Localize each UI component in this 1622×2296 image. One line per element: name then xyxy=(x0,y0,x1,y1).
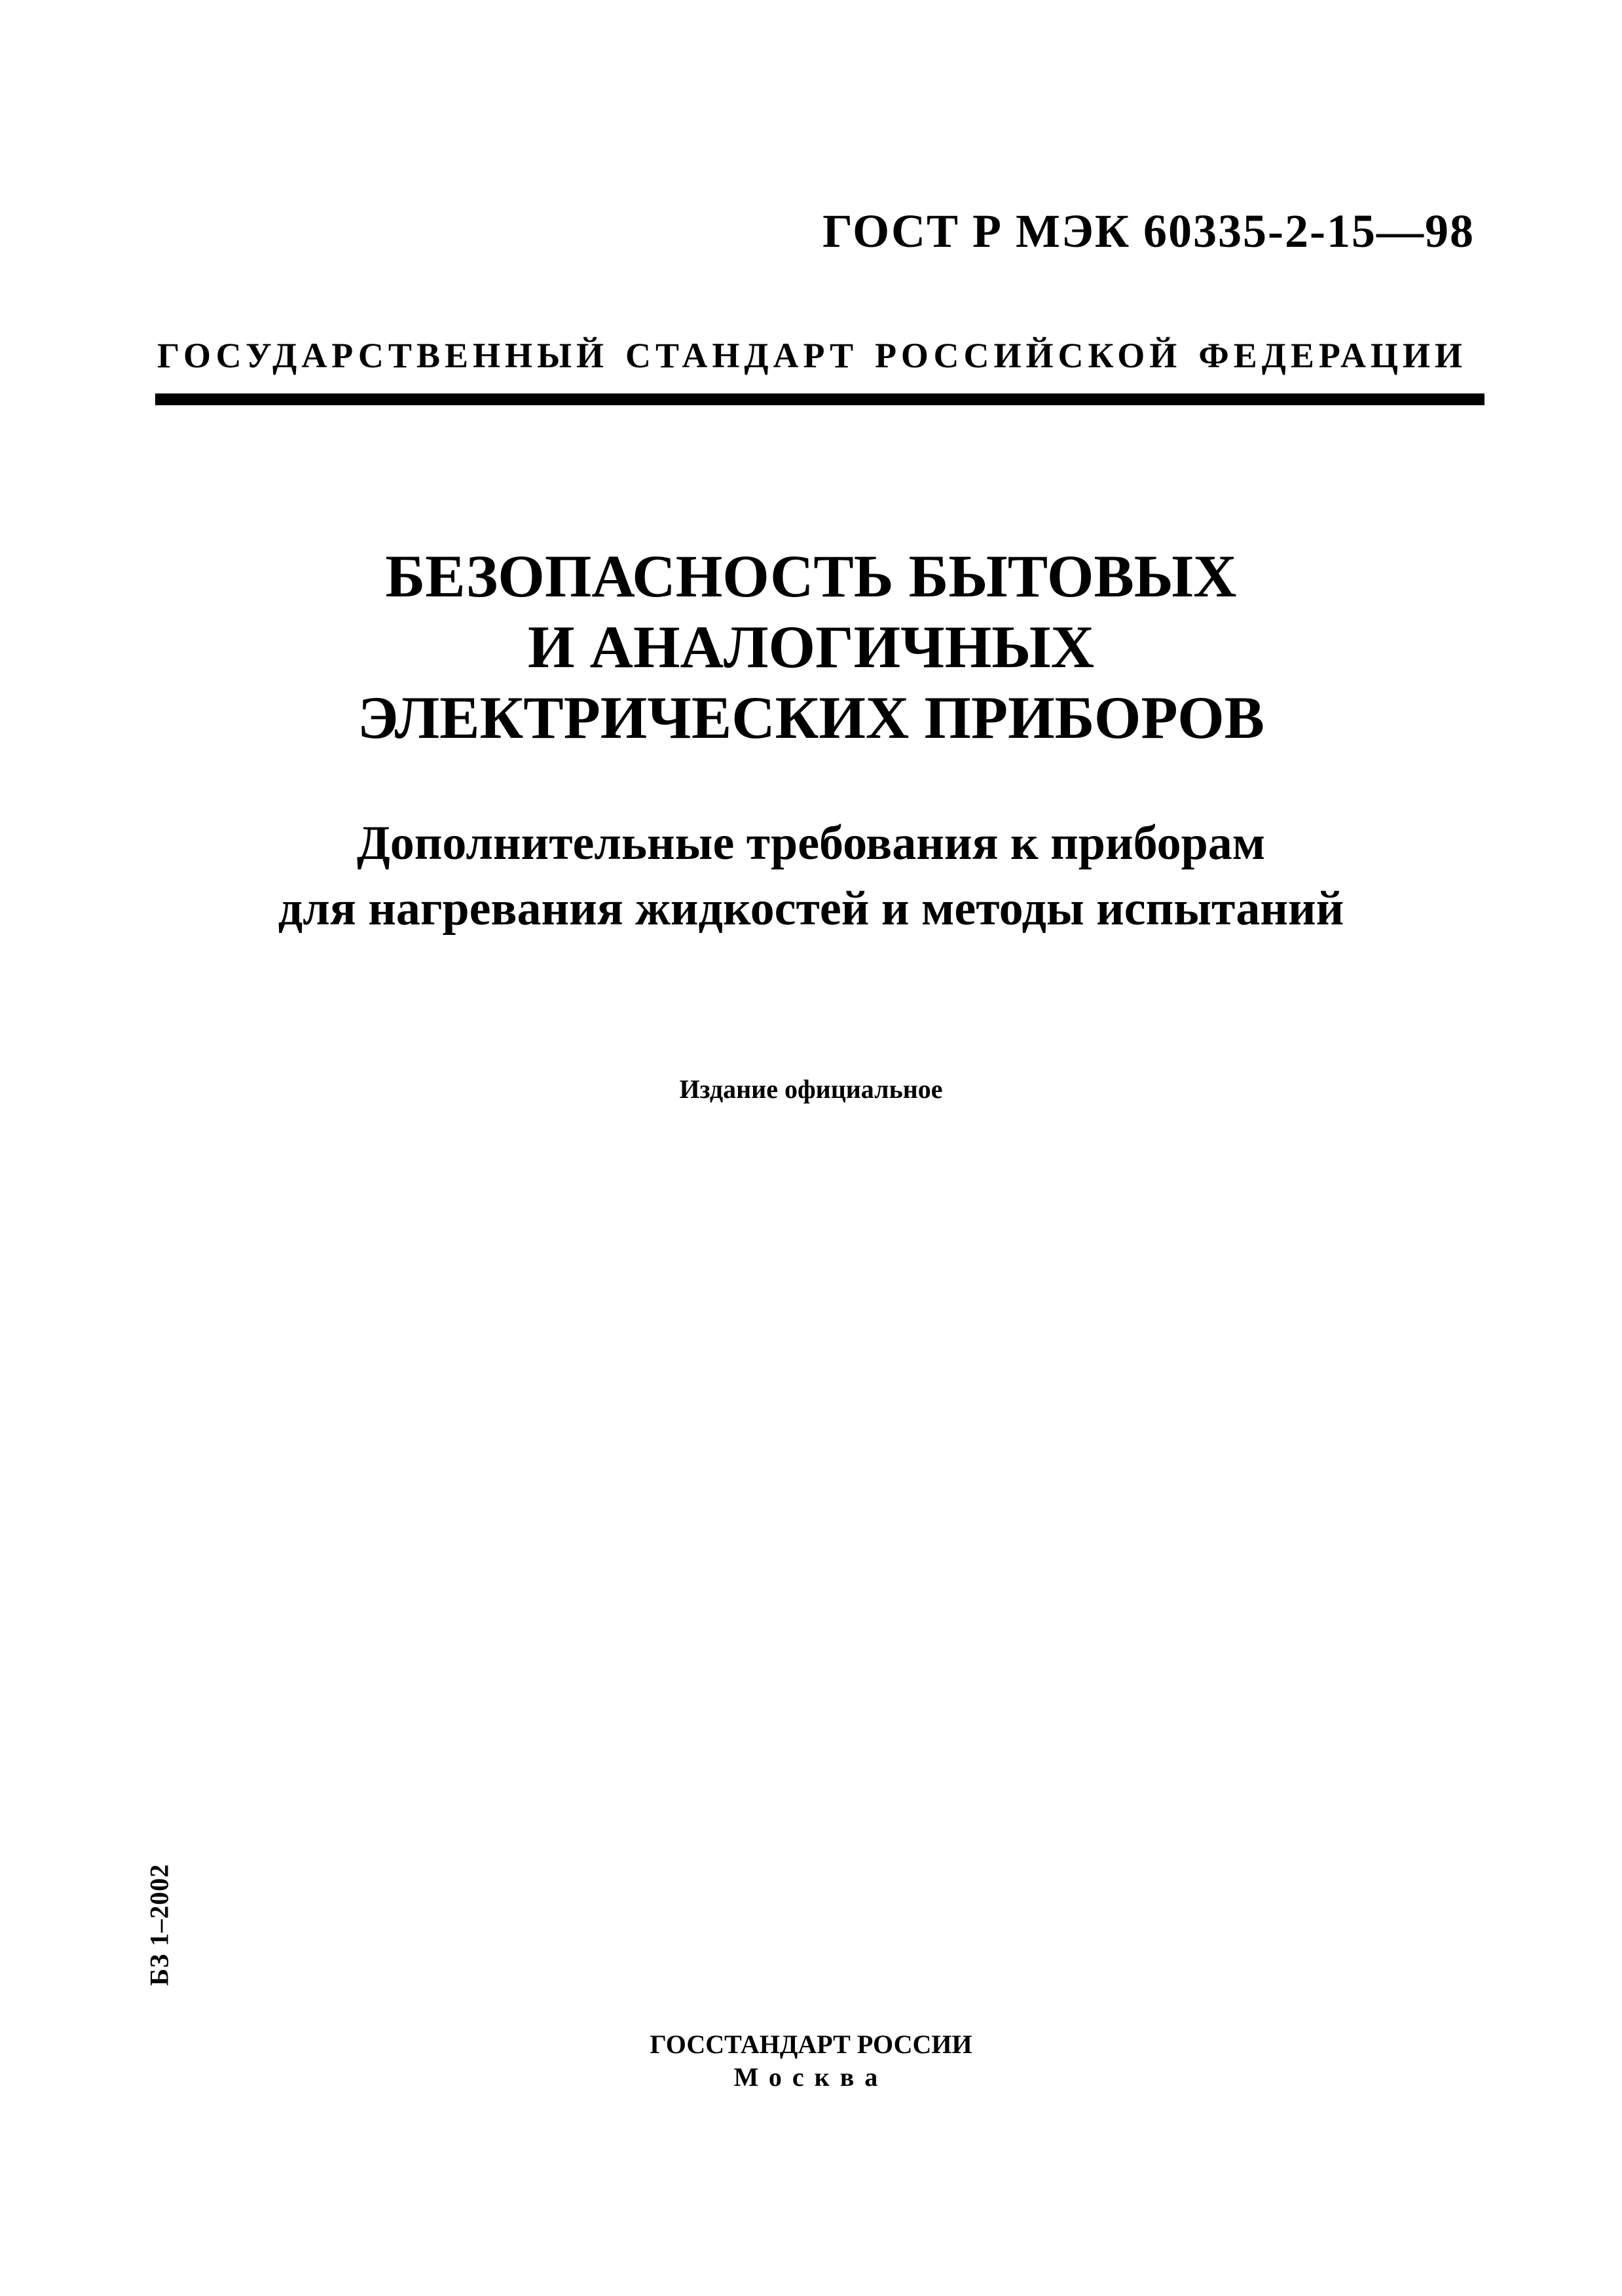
side-code xyxy=(139,1853,179,1997)
title-line: И АНАЛОГИЧНЫХ xyxy=(527,613,1095,680)
title-line: ЭЛЕКТРИЧЕСКИХ ПРИБОРОВ xyxy=(357,684,1265,751)
document-title xyxy=(0,541,1622,753)
publisher-block xyxy=(0,2028,1622,2094)
title-line: БЕЗОПАСНОСТЬ БЫТОВЫХ xyxy=(385,543,1237,610)
state-standard-heading xyxy=(157,335,1467,376)
subtitle-line: для нагревания жидкостей и методы испытаний xyxy=(278,882,1344,936)
publisher-name: ГОССТАНДАРТ РОССИИ xyxy=(650,2030,972,2059)
side-code-text: БЗ 1–2002 xyxy=(144,1863,174,1986)
document-subtitle xyxy=(0,811,1622,941)
publisher-city: Москва xyxy=(733,2062,889,2092)
state-standard-word: РОССИЙСКОЙ xyxy=(875,336,1182,375)
state-standard-word: СТАНДАРТ xyxy=(625,336,858,375)
heading-rule xyxy=(155,393,1484,405)
state-standard-word: ФЕДЕРАЦИИ xyxy=(1198,336,1467,375)
edition-note: Издание официальное xyxy=(679,1074,943,1104)
subtitle-line: Дополнительные требования к приборам xyxy=(356,816,1266,870)
state-standard-word: ГОСУДАРСТВЕННЫЙ xyxy=(157,336,609,375)
document-number: ГОСТ Р МЭК 60335-2-15—98 xyxy=(822,205,1475,257)
